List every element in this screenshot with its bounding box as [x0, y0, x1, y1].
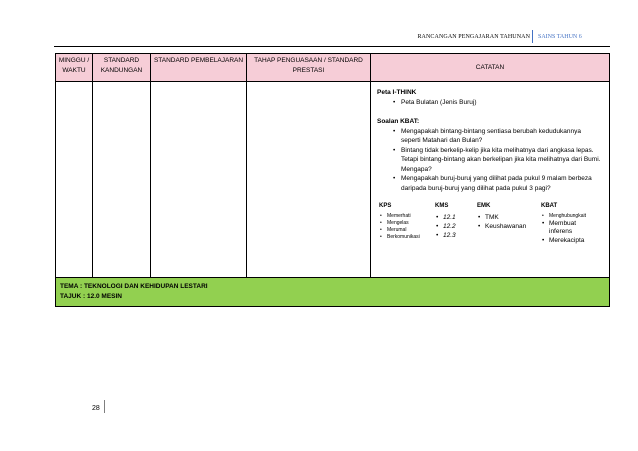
skills-section: [377, 203, 601, 245]
cell-catatan: [371, 82, 610, 278]
header-rule: [54, 46, 610, 47]
header-minggu-waktu: MINGGU / WAKTU: [56, 54, 93, 82]
list-item: • 12.1: [435, 213, 477, 222]
kbat-title: KBAT: [541, 203, 558, 209]
list-item: • Berkomunikasi: [379, 234, 435, 241]
header-catatan: CATATAN: [371, 54, 610, 82]
cell-kandungan: [93, 82, 151, 278]
list-item: • 12.3: [435, 231, 477, 240]
list-item: • Mengapakah bintang-bintang sentiasa berubah kedudukannya seperti Matahari dan Bulan?: [377, 127, 601, 146]
page-number: 28: [92, 405, 100, 412]
list-item: • Keushawanan: [477, 222, 541, 231]
list-item: • Menghubungkait: [541, 213, 601, 220]
kps-title: KPS: [379, 203, 392, 209]
emk-title: EMK: [477, 203, 491, 209]
kbat-column: [541, 203, 601, 245]
list-item: • Memerhati: [379, 213, 435, 220]
kbat-questions-title: Soalan KBAT:: [377, 118, 420, 125]
list-item: • Peta Bulatan (Jenis Buruj): [377, 98, 601, 108]
table-header-row: [56, 54, 610, 82]
table-body-row: [56, 82, 610, 278]
header-standard-pembelajaran: STANDARD PEMBELAJARAN: [151, 54, 247, 82]
document-header-title: RANCANGAN PENGAJARAN TAHUNAN: [417, 34, 530, 40]
cell-minggu: [56, 82, 93, 278]
list-item: • Mengapakah buruj-buruj yang dilihat pada pukul 9 malam berbeza daripada buruj-buruj yang dilihat pada pukul 3 pagi?: [377, 174, 601, 193]
tema-row: [56, 278, 610, 307]
ithink-list: [377, 98, 601, 108]
header-standard-kandungan: STANDARD KANDUNGAN: [93, 54, 151, 82]
tema-cell: [56, 278, 610, 307]
cell-pembelajaran: [151, 82, 247, 278]
document-header-subtitle: SAINS TAHUN 6: [538, 34, 582, 40]
emk-column: [477, 203, 541, 245]
list-item: • Membuat inferens: [541, 220, 601, 236]
lesson-plan-table: [55, 53, 610, 307]
kms-title: KMS: [435, 203, 449, 209]
tema-line: TEMA : TEKNOLOGI DAN KEHIDUPAN LESTARI: [60, 283, 208, 290]
footer-separator: [104, 400, 105, 413]
kbat-questions-list: [377, 127, 601, 194]
list-item: • Mengelas: [379, 220, 435, 227]
tajuk-line: TAJUK : 12.0 MESIN: [60, 293, 123, 300]
header-tahap-penguasaan: TAHAP PENGUASAAN / STANDARD PRESTASI: [247, 54, 371, 82]
list-item: • Bintang tidak berkelip-kelip jika kita melihatnya dari angkasa lepas. Tetapi bintang-bintang akan berkelipan jika kita melihatnya dari Bumi. Mengapa?: [377, 146, 601, 175]
list-item: • TMK: [477, 213, 541, 222]
list-item: • 12.2: [435, 222, 477, 231]
kms-column: [435, 203, 477, 245]
ithink-title: Peta I-THINK: [377, 89, 417, 96]
list-item: • Merekacipta: [541, 236, 601, 245]
list-item: • Merumal: [379, 227, 435, 234]
cell-tahap: [247, 82, 371, 278]
kps-column: [379, 203, 435, 245]
header-separator: [532, 30, 533, 43]
